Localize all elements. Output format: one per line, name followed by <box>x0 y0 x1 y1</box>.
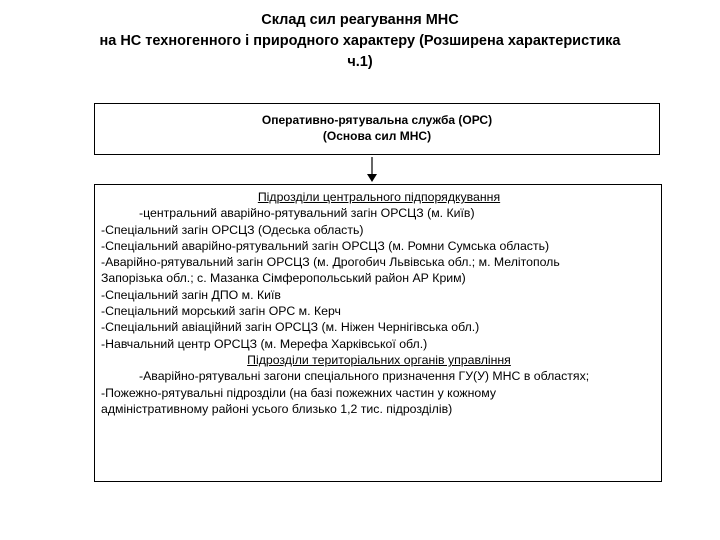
list-item: -Спеціальний авіаційний загін ОРСЦЗ (м. Ніжен Чернігівська обл.) <box>101 320 480 335</box>
ors-box <box>94 103 660 155</box>
units-box <box>94 184 662 482</box>
down-arrow-icon <box>366 157 378 183</box>
list-item: -Спеціальний загін ДПО м. Київ <box>101 287 281 302</box>
list-item: -Спеціальний морський загін ОРС м. Керч <box>101 304 341 319</box>
list-item: -центральний аварійно-рятувальний загін ОРСЦЗ (м. Київ) <box>139 206 475 221</box>
list-item: -Навчальний центр ОРСЦЗ (м. Мерефа Харківської обл.) <box>101 336 428 351</box>
list-item: -Аварійно-рятувальні загони спеціального призначення ГУ(У) МНС в областях; <box>139 369 590 384</box>
list-item: -Спеціальний аварійно-рятувальний загін ОРСЦЗ (м. Ромни Сумська область) <box>101 238 550 253</box>
list-item: -Аварійно-рятувальний загін ОРСЦЗ (м. Дрогобич Львівська обл.; м. Мелітополь <box>101 255 560 270</box>
central-units-header: Підрозділи центрального підпорядкування <box>257 190 501 204</box>
territorial-units-header: Підрозділи територіальних органів управління <box>247 352 511 367</box>
list-item: -Пожежно-рятувальні підрозділи (на базі пожежних частин у кожному <box>101 385 496 400</box>
list-item: Запорізька обл.; с. Мазанка Сімферопольський район АР Крим) <box>101 271 466 286</box>
ors-box-line-1: Оперативно-рятувальна служба (ОРС) <box>261 113 493 127</box>
title-line-3: ч.1) <box>347 54 373 70</box>
ors-box-line-2: (Основа сил МНС) <box>322 129 432 143</box>
title-line-2: на НС техногенного і природного характеру (Розширена характеристика <box>99 33 621 49</box>
list-item: адміністративному районі усього близько 1,2 тис. підрозділів) <box>101 401 453 416</box>
title-line-1: Склад сил реагування МНС <box>261 12 459 28</box>
page-title <box>40 10 680 73</box>
list-item: -Спеціальний загін ОРСЦЗ (Одеська область) <box>101 222 364 237</box>
